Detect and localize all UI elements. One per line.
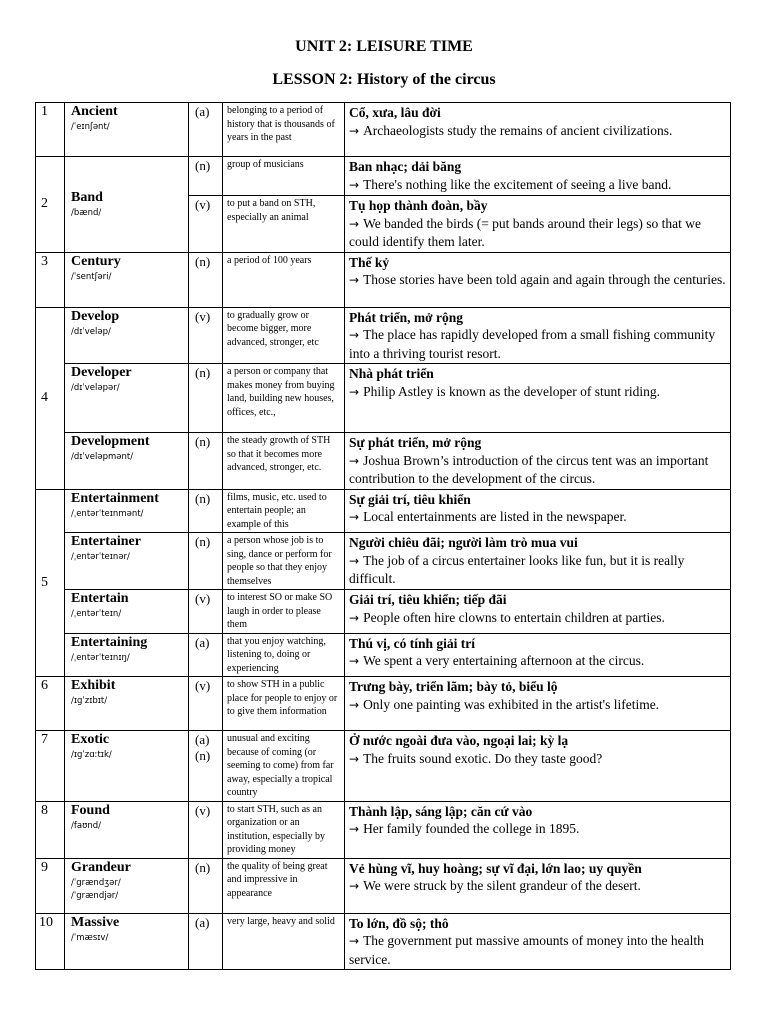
row-number: 2	[36, 157, 65, 253]
definition: group of musicians	[223, 157, 345, 196]
vietnamese-meaning: Sự giải trí, tiêu khiển	[349, 491, 471, 507]
part-of-speech: (n)	[189, 533, 223, 590]
phonetic: /ˌentərˈteɪn/	[71, 609, 122, 619]
definition: to show STH in a public place for people to enjoy or to give them information	[223, 677, 345, 731]
vocab-word-cell	[65, 103, 189, 157]
row-number: 8	[36, 801, 65, 858]
definition: a person or company that makes money from buying land, building new houses, offices, etc.,	[223, 364, 345, 433]
phonetic: /ˈsentʃəri/	[71, 271, 112, 282]
table-row	[36, 307, 731, 364]
phonetic: /ˌentərˈteɪnmənt/	[71, 508, 144, 519]
vocab-word: Entertain	[71, 591, 129, 606]
row-number: 1	[36, 103, 65, 157]
meaning-cell	[345, 590, 731, 634]
table-row	[36, 433, 731, 490]
vietnamese-meaning: Người chiêu đãi; người làm trò mua vui	[349, 535, 578, 550]
part-of-speech: (n)	[189, 489, 223, 533]
definition: to interest SO or make SO laugh in order to please them	[223, 590, 345, 634]
vocab-word: Develop	[71, 308, 120, 324]
example-sentence: → Philip Astley is known as the developer of stunt riding.	[349, 383, 726, 402]
part-of-speech: (n)	[189, 252, 223, 307]
definition: a period of 100 years	[223, 252, 345, 307]
phonetic: /bænd/	[71, 207, 102, 218]
vietnamese-meaning: Trưng bày, triển lãm; bày tỏ, biểu lộ	[349, 679, 558, 694]
vietnamese-meaning: Sự phát triển, mở rộng	[349, 435, 482, 450]
phonetic: /dɪˈveləpmənt/	[71, 452, 134, 462]
part-of-speech: (a)	[195, 732, 210, 747]
part-of-speech: (v)	[189, 590, 223, 634]
row-number: 10	[36, 913, 65, 970]
table-row	[36, 590, 731, 634]
meaning-cell	[345, 307, 731, 364]
table-row	[36, 677, 731, 731]
vocab-word-cell	[65, 433, 189, 490]
example-sentence: → The fruits sound exotic. Do they taste good?	[349, 750, 726, 769]
part-of-speech: (a)	[189, 913, 223, 970]
part-of-speech: (n)	[189, 433, 223, 490]
vocab-word-cell	[65, 252, 189, 307]
part-of-speech-cell	[189, 731, 223, 802]
meaning-cell	[345, 731, 731, 802]
table-row	[36, 858, 731, 913]
vocab-word: Developer	[71, 365, 132, 380]
vietnamese-meaning: Thành lập, sáng lập; căn cứ vào	[349, 803, 533, 819]
table-row	[36, 633, 731, 677]
vocab-word: Exotic	[71, 732, 110, 747]
vocab-word: Entertaining	[71, 634, 148, 650]
phonetic-alt: /ˈgrændjər/	[71, 890, 119, 901]
meaning-cell	[345, 103, 731, 157]
lesson-title: LESSON 2: History of the circus	[272, 71, 496, 88]
vietnamese-meaning: Ban nhạc; dải băng	[349, 159, 462, 174]
vocab-word-cell	[65, 533, 189, 590]
part-of-speech: (n)	[189, 858, 223, 913]
example-sentence: → We spent a very entertaining afternoon at the circus.	[349, 652, 726, 671]
vocab-word: Grandeur	[71, 859, 131, 875]
example-sentence: → We were struck by the silent grandeur of the desert.	[349, 877, 726, 896]
vietnamese-meaning: Phát triển, mở rộng	[349, 309, 463, 325]
phonetic: /ˌentərˈteɪnɪŋ/	[71, 652, 130, 663]
meaning-cell	[345, 858, 731, 913]
vocab-word-cell	[65, 489, 189, 533]
meaning-cell	[345, 364, 731, 433]
table-row	[36, 731, 731, 802]
vietnamese-meaning: Tụ họp thành đoàn, bầy	[349, 198, 488, 213]
vocab-word-cell	[65, 590, 189, 634]
example-sentence: → Only one painting was exhibited in the artist's lifetime.	[349, 696, 726, 715]
example-sentence: → Her family founded the college in 1895.	[349, 820, 726, 839]
vocab-word: Ancient	[71, 104, 118, 119]
phonetic: /ˈgrændʒər/	[71, 877, 121, 888]
definition: a person whose job is to sing, dance or perform for people so that they enjoy themselves	[223, 533, 345, 590]
row-number: 6	[36, 677, 65, 731]
part-of-speech: (v)	[189, 677, 223, 731]
example-sentence: → Archaeologists study the remains of ancient civilizations.	[349, 122, 726, 141]
phonetic: /faʊnd/	[71, 820, 101, 831]
vocab-word-cell	[65, 913, 189, 970]
vietnamese-meaning: Giải trí, tiêu khiển; tiếp đãi	[349, 592, 507, 607]
meaning-cell	[345, 489, 731, 533]
example-sentence: → The place has rapidly developed from a small fishing community into a thriving tourist resort.	[349, 326, 726, 362]
meaning-cell	[345, 633, 731, 677]
phonetic: /dɪˈveləpər/	[71, 383, 120, 393]
part-of-speech: (a)	[189, 103, 223, 157]
meaning-cell	[345, 196, 731, 253]
definition: to put a band on STH, especially an animal	[223, 196, 345, 253]
vietnamese-meaning: Nhà phát triển	[349, 366, 434, 381]
phonetic: /ɪgˈzɪbɪt/	[71, 696, 108, 706]
example-sentence: → The job of a circus entertainer looks like fun, but it is really difficult.	[349, 552, 726, 588]
part-of-speech: (a)	[189, 633, 223, 677]
part-of-speech: (n)	[189, 157, 223, 196]
phonetic: /ˈeɪnʃənt/	[71, 122, 110, 132]
meaning-cell	[345, 433, 731, 490]
unit-title: UNIT 2: LEISURE TIME	[295, 38, 473, 55]
part-of-speech: (n)	[189, 364, 223, 433]
definition: very large, heavy and solid	[223, 913, 345, 970]
definition: belonging to a period of history that is thousands of years in the past	[223, 103, 345, 157]
part-of-speech: (v)	[189, 307, 223, 364]
vocab-word: Entertainment	[71, 490, 159, 506]
meaning-cell	[345, 252, 731, 307]
meaning-cell	[345, 677, 731, 731]
meaning-cell	[345, 157, 731, 196]
vocab-word: Band	[71, 189, 103, 205]
phonetic: /dɪˈveləp/	[71, 326, 111, 337]
definition: that you enjoy watching, listening to, doing or experiencing	[223, 633, 345, 677]
table-row	[36, 913, 731, 970]
definition: films, music, etc. used to entertain people; an example of this	[223, 489, 345, 533]
row-number: 5	[36, 489, 65, 677]
example-sentence: → We banded the birds (= put bands around their legs) so that we could identify them later.	[349, 215, 726, 251]
table-row	[36, 533, 731, 590]
meaning-cell	[345, 533, 731, 590]
vocab-word-cell	[65, 801, 189, 858]
vocab-word: Massive	[71, 914, 120, 930]
table-row	[36, 489, 731, 533]
example-sentence: → There's nothing like the excitement of seeing a live band.	[349, 176, 726, 195]
part-of-speech: (v)	[189, 196, 223, 253]
vietnamese-meaning: Thú vị, có tính giải trí	[349, 635, 476, 651]
row-number: 3	[36, 252, 65, 307]
phonetic: /ˈmæsɪv/	[71, 932, 109, 943]
vocab-word: Development	[71, 434, 150, 449]
table-row	[36, 801, 731, 858]
definition: the steady growth of STH so that it becomes more advanced, stronger, etc.	[223, 433, 345, 490]
definition: the quality of being great and impressive in appearance	[223, 858, 345, 913]
vietnamese-meaning: To lớn, đồ sộ; thô	[349, 915, 449, 931]
table-row	[36, 364, 731, 433]
vocab-word: Found	[71, 802, 110, 818]
example-sentence: → People often hire clowns to entertain children at parties.	[349, 609, 726, 628]
vocab-word-cell	[65, 157, 189, 253]
phonetic: /ɪgˈzɑːtɪk/	[71, 750, 112, 760]
meaning-cell	[345, 913, 731, 970]
row-number: 7	[36, 731, 65, 802]
vocab-word: Exhibit	[71, 678, 116, 693]
part-of-speech-alt: (n)	[195, 748, 211, 763]
definition: to gradually grow or become bigger, more advanced, stronger, etc	[223, 307, 345, 364]
phonetic: /ˌentərˈteɪnər/	[71, 552, 130, 562]
row-number: 4	[36, 307, 65, 489]
row-number: 9	[36, 858, 65, 913]
vietnamese-meaning: Vẻ hùng vĩ, huy hoàng; sự vĩ đại, lớn lao; uy quyền	[349, 860, 642, 876]
vietnamese-meaning: Cổ, xưa, lâu đời	[349, 105, 441, 120]
vocab-word-cell	[65, 307, 189, 364]
meaning-cell	[345, 801, 731, 858]
vocab-word-cell	[65, 858, 189, 913]
definition: to start STH, such as an organization or an institution, especially by providing money	[223, 801, 345, 858]
definition: unusual and exciting because of coming (or seeming to come) from far away, especially a tropical country	[223, 731, 345, 802]
table-row	[36, 157, 731, 196]
table-row	[36, 103, 731, 157]
vocab-word: Entertainer	[71, 534, 141, 549]
example-sentence: → Local entertainments are listed in the newspaper.	[349, 508, 726, 527]
example-sentence: → Joshua Brown’s introduction of the circus tent was an important contribution to the development of the circus.	[349, 452, 726, 488]
vocab-word-cell	[65, 677, 189, 731]
table-row	[36, 252, 731, 307]
vietnamese-meaning: Ở nước ngoài đưa vào, ngoại lai; kỳ lạ	[349, 733, 569, 748]
example-sentence: → The government put massive amounts of money into the health service.	[349, 932, 726, 968]
vocab-word: Century	[71, 253, 121, 269]
example-sentence: → Those stories have been told again and again through the centuries.	[349, 271, 726, 290]
vocabulary-table	[35, 102, 731, 970]
vocab-word-cell	[65, 633, 189, 677]
vocab-word-cell	[65, 364, 189, 433]
part-of-speech: (v)	[189, 801, 223, 858]
vocab-word-cell	[65, 731, 189, 802]
vietnamese-meaning: Thế kỷ	[349, 254, 390, 270]
